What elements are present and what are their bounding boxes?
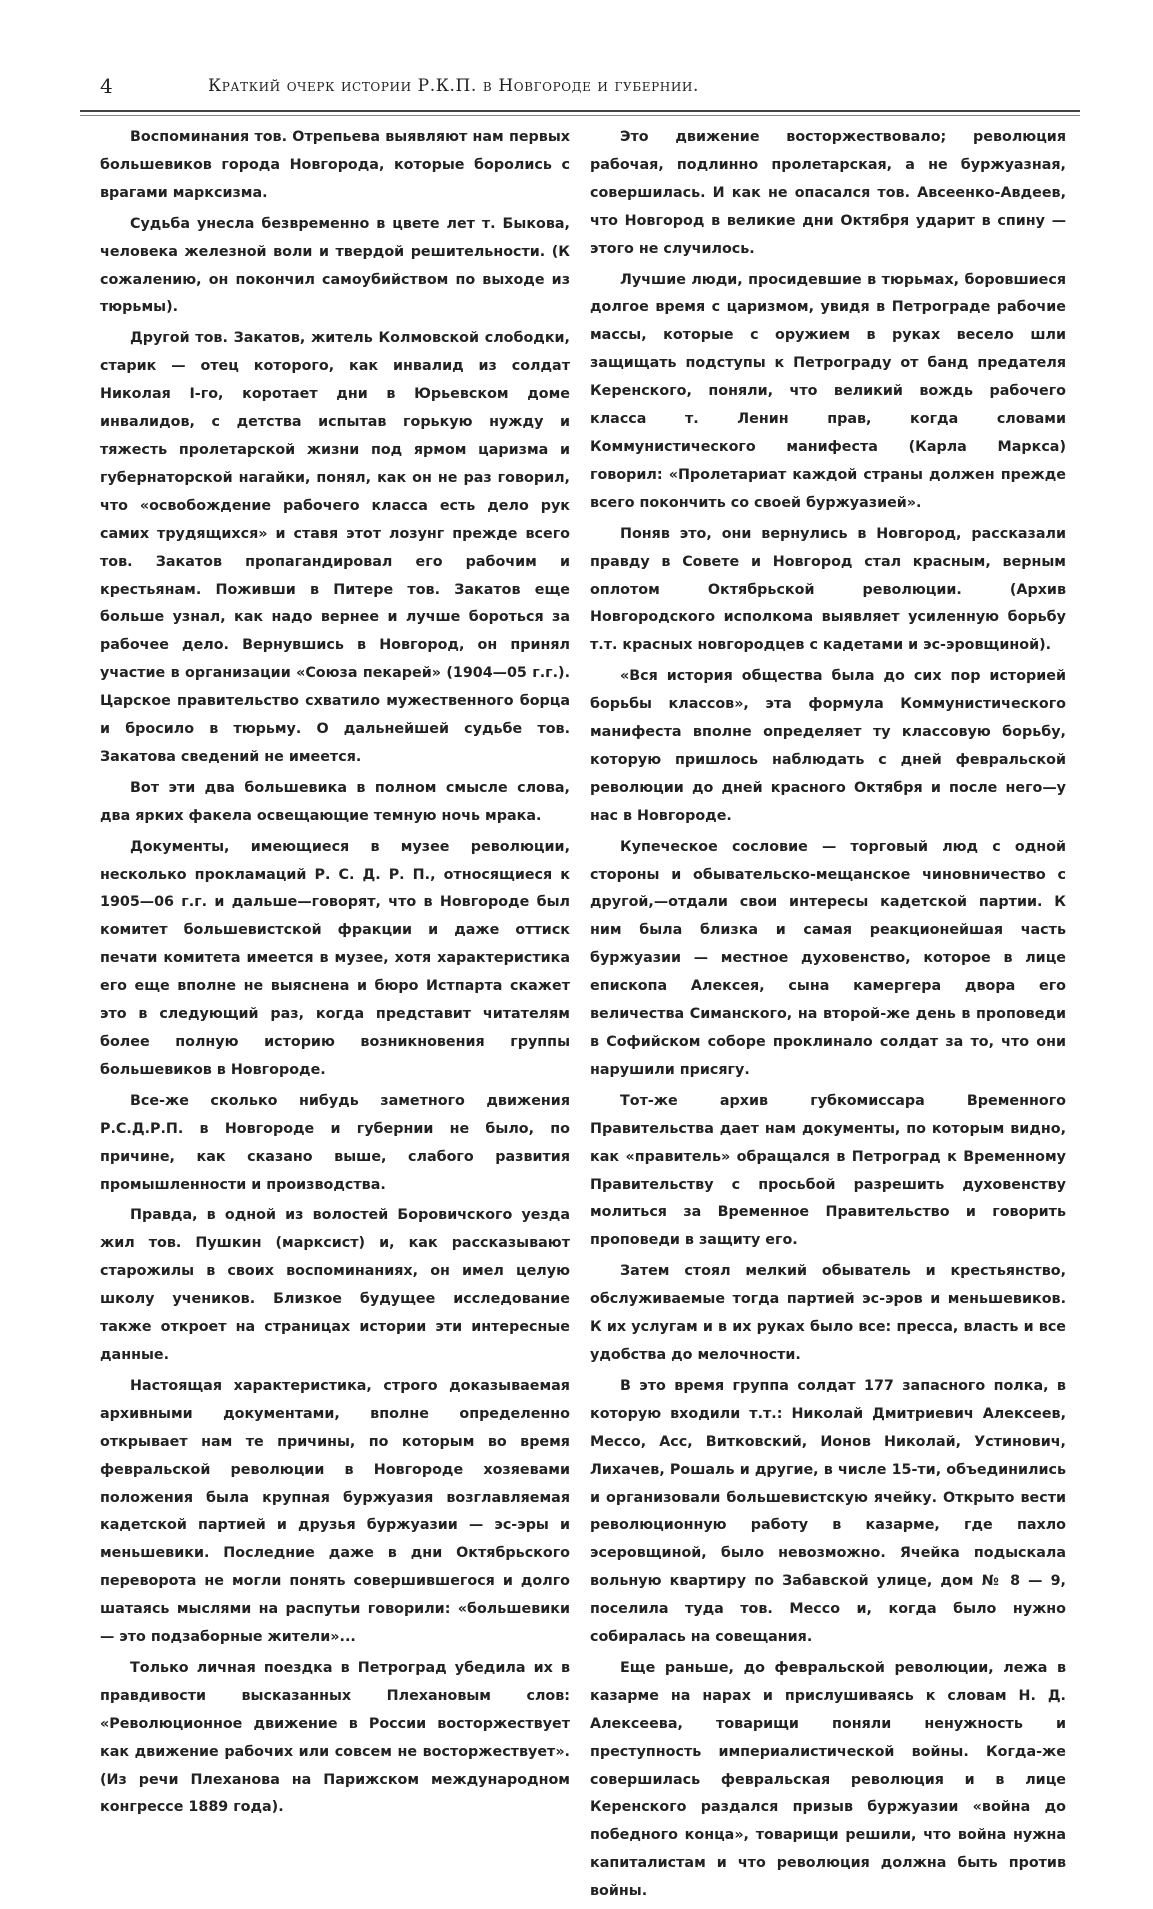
paragraph: «Вся история общества была до сих пор историей борьбы классов», эта формула Коммунистического манифеста вполне определяет ту классовую борьбу, которую пришлось наблюдать с дней февральской революции до дней красного Октября и после него—у нас в Новгороде. [590,668,1066,824]
paragraph: Затем стоял мелкий обыватель и крестьянство, обслуживаемые тогда партией эс-эров и меньшевиков. К их услугам и в их руках было все: пресса, власть и все удобства до мелочности. [590,1263,1066,1363]
paragraph: Купеческое сословие — торговый люд с одной стороны и обывательско-мещанское чиновничество с другой,—отдали свои интересы кадетской партии. К ним была близка и самая реакционейшая часть буржуазии — местное духовенство, которое в лице епископа Алексея, сына камергера двора его величества Симанского, на второй-же день в проповеди в Софийском соборе проклинало солдат за то, что они нарушили присягу. [590,838,1066,1078]
paragraph: В это время группа солдат 177 запасного полка, в которую входили т.т.: Николай Дмитриевич Алексеев, Мессо, Асс, Витковский, Ионов Николай, Устинович, Лихачев, Рошаль и другие, в числе 15-ти, объединились и организовали большевистскую ячейку. Открыто вести революционную работу в казарме, где пахло эсеровщиной, было невозможно. Ячейка подыскала вольную квартиру по Забавской улице, дом № 8 — 9, поселила туда тов. Мессо и, когда было нужно собиралась на совещания. [590,1377,1066,1646]
right-column [590,124,1066,1909]
running-title: Краткий очерк истории Р.К.П. в Новгороде и губернии. [208,76,699,96]
paragraph: Правда, в одной из волостей Боровичского уезда жил тов. Пушкин (марксист) и, как рассказывают старожилы в своих воспоминаниях, он имел целую школу учеников. Близкое будущее исследование также откроет на страницах истории эти интересные данные. [100,1207,570,1363]
paragraph: Воспоминания тов. Отрепьева выявляют нам первых большевиков города Новгорода, которые боролись с врагами марксизма. [100,129,570,201]
running-header [96,74,1066,104]
paragraph: Другой тов. Закатов, житель Колмовской слободки, старик — отец которого, как инвалид из солдат Николая I-го, коротает дни в Юрьевском доме инвалидов, с детства испытав горькую нужду и тяжесть пролетарской жизни под ярмом царизма и губернаторской нагайки, понял, как он не раз говорил, что «освобождение рабочего класса есть дело рук самих трудящихся» и ставя этот лозунг прежде всего тов. Закатов пропагандировал его рабочим и крестьянам. Поживши в Питере тов. Закатов еще больше узнал, как надо вернее и лучше бороться за рабочее дело. Вернувшись в Новгород, он принял участие в организации «Союза пекарей» (1904—05 г.г.). Царское правительство схватило мужественного борца и бросило в тюрьму. О дальнейшей судьбе тов. Закатова сведений не имеется. [100,330,570,765]
paragraph: Документы, имеющиеся в музее революции, несколько прокламаций Р. С. Д. Р. П., относящиеся к 1905—06 г.г. и дальше—говорят, что в Новгороде был комитет большевистской фракции и даже оттиск печати комитета имеется в музее, хотя характеристика его еще вполне не выяснена и бюро Истпарта скажет это в следующий раз, когда представит читателям более полную историю возникновения группы большевиков в Новгороде. [100,838,570,1078]
header-double-rule [80,110,1080,116]
paragraph: Все-же сколько нибудь заметного движения Р.С.Д.Р.П. в Новгороде и губернии не было, по причине, как сказано выше, слабого развития промышленности и производства. [100,1092,570,1193]
paragraph: Это движение восторжествовало; революция рабочая, подлинно пролетарская, а не буржуазная, совершилась. И как не опасался тов. Авсеенко-Авдеев, что Новгород в великие дни Октября ударит в спину — этого не случилось. [590,129,1066,257]
paragraph: Вот эти два большевика в полном смысле слова, два ярких факела освещающие темную ночь мрака. [100,779,570,824]
paragraph: Судьба унесла безвременно в цвете лет т. Быкова, человека железной воли и твердой решительности. (К сожалению, он покончил самоубийством по выходе из тюрьмы). [100,215,570,316]
paragraph: Тот-же архив губкомиссара Временного Правительства дает нам документы, по которым видно, как «правитель» обращался в Петроград к Временному Правительству с просьбой разрешить духовенству молиться за Временное Правительство и говорить проповеди в защиту его. [590,1092,1066,1249]
paragraph: Только личная поездка в Петроград убедила их в правдивости высказанных Плехановым слов: «Революционное движение в России восторжествует как движение рабочих или совсем не восторжествует». (Из речи Плеханова на Парижском международном конгрессе 1889 года). [100,1659,570,1816]
paragraph: Еще раньше, до февральской революции, лежа в казарме на нарах и прислушиваясь к словам Н. Д. Алексеева, товарищи поняли ненужность и преступность империалистической войны. Когда-же совершилась февральская революция и в лице Керенского раздался призыв буржуазии «война до победного конца», товарищи решили, что война нужна капиталистам и что революция должна быть против войны. [590,1659,1066,1900]
left-column [100,124,570,1825]
paragraph: Настоящая характеристика, строго доказываемая архивными документами, вполне определенно открывает нам те причины, по которым во время февральской революции в Новгороде хозяевами положения была крупная буржуазия возглавляемая кадетской партией и друзья буржуазии — эс-эры и меньшевики. Последние даже в дни Октябрьского переворота не могли понять совершившегося и долго шатаясь мыслями на распутьи говорили: «большевики — это подзаборные жители»... [100,1377,570,1646]
paragraph: Поняв это, они вернулись в Новгород, рассказали правду в Совете и Новгород стал красным, верным оплотом Октябрьской революции. (Архив Новгородского исполкома выявляет усиленную борьбу т.т. красных новгородцев с кадетами и эс-эровщиной). [590,525,1066,654]
paragraph: Лучшие люди, просидевшие в тюрьмах, боровшиеся долгое время с царизмом, увидя в Петрограде рабочие массы, которые с оружием в руках весело шли защищать подступы к Петрограду от банд предателя Керенского, поняли, что великий вождь рабочего класса т. Ленин прав, когда словами Коммунистического манифеста (Карла Маркса) говорил: «Пролетариат каждой страны должен прежде всего покончить со своей буржуазией». [590,271,1066,511]
page-number: 4 [100,74,113,98]
